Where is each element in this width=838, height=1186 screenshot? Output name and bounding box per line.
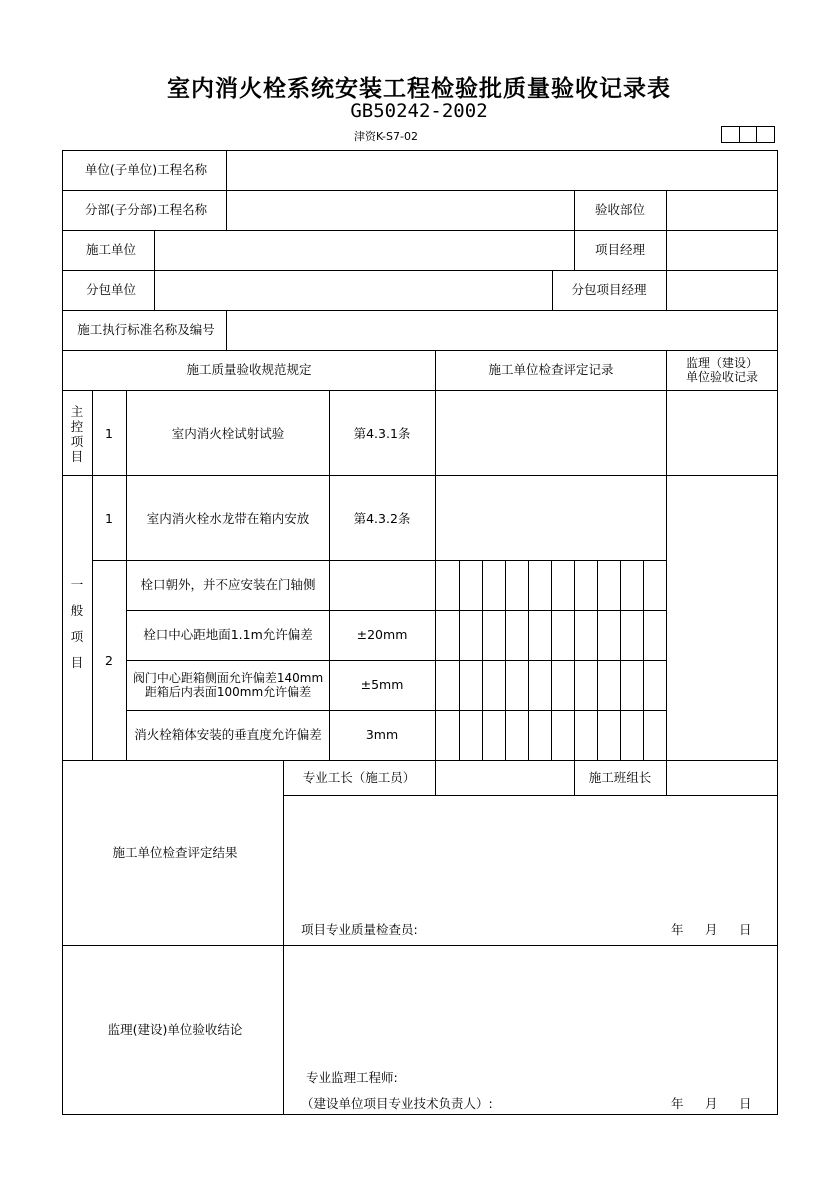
sub-item-4-text: 消火栓箱体安装的垂直度允许偏差 (134, 727, 322, 742)
check-record-header: 施工单位检查评定记录 (488, 362, 614, 377)
standard-code: GB50242-2002 (350, 100, 488, 122)
quality-inspector-label: 项目专业质量检查员: (301, 922, 418, 937)
sub-item-2-text: 栓口中心距地面1.1m允许偏差 (143, 627, 313, 642)
form-title: 室内消火栓系统安装工程检验批质量验收记录表 (167, 76, 671, 102)
result-year-label: 年 (671, 922, 684, 937)
sub-item-4-value: 3mm (365, 727, 399, 742)
form-code: 津资K-S7-02 (354, 130, 418, 143)
result-month-label: 月 (705, 922, 718, 937)
project-manager-label: 项目经理 (594, 242, 646, 257)
main-control-no: 1 (105, 426, 113, 441)
sub-item-1-text: 栓口朝外，并不应安装在门轴侧 (140, 577, 316, 592)
construction-unit-label: 施工单位 (85, 242, 137, 257)
standard-name-label: 施工执行标准名称及编号 (77, 322, 215, 337)
supervisor-header-line2: 单位验收记录 (685, 370, 759, 384)
acceptance-part-label: 验收部位 (594, 202, 646, 217)
main-control-clause: 第4.3.1条 (353, 426, 411, 441)
main-control-item: 室内消火栓试射试验 (171, 426, 285, 441)
subcontract-manager-label: 分包项目经理 (571, 282, 647, 297)
conclusion-month-label: 月 (705, 1096, 718, 1111)
foreman-label: 专业工长（施工员） (302, 770, 416, 785)
conclusion-section-label: 监理(建设)单位验收结论 (107, 1022, 243, 1037)
conclusion-year-label: 年 (671, 1096, 684, 1111)
conclusion-day-label: 日 (739, 1096, 752, 1111)
general-items-label: 一般项目 (70, 577, 84, 670)
subcontract-unit-label: 分包单位 (85, 282, 137, 297)
owner-tech-lead-label: （建设单位项目专业技术负责人）: (301, 1096, 493, 1111)
general-item1-clause: 第4.3.2条 (353, 511, 411, 526)
sub-item-3-text-line1: 阀门中心距箱侧面允许偏差140mm (132, 671, 324, 685)
result-day-label: 日 (739, 922, 752, 937)
supervisor-header-line1: 监理（建设） (685, 356, 759, 370)
main-control-label: 主控项目 (70, 404, 84, 464)
general-item1-no: 1 (105, 511, 113, 526)
team-leader-label: 施工班组长 (588, 770, 652, 785)
result-section-label: 施工单位检查评定结果 (112, 845, 238, 860)
sub-item-3-value: ±5mm (360, 677, 404, 692)
supervising-engineer-label: 专业监理工程师: (306, 1070, 398, 1085)
sub-item-3-text-line2: 距箱后内表面100mm允许偏差 (144, 685, 312, 699)
general-item2-no: 2 (105, 653, 113, 668)
sub-project-name-label: 分部(子分部)工程名称 (84, 202, 208, 217)
unit-project-name-label: 单位(子单位)工程名称 (84, 162, 208, 177)
general-item1-text: 室内消火栓水龙带在箱内安放 (146, 511, 310, 526)
spec-header: 施工质量验收规范规定 (186, 362, 312, 377)
sub-item-2-value: ±20mm (356, 627, 408, 642)
